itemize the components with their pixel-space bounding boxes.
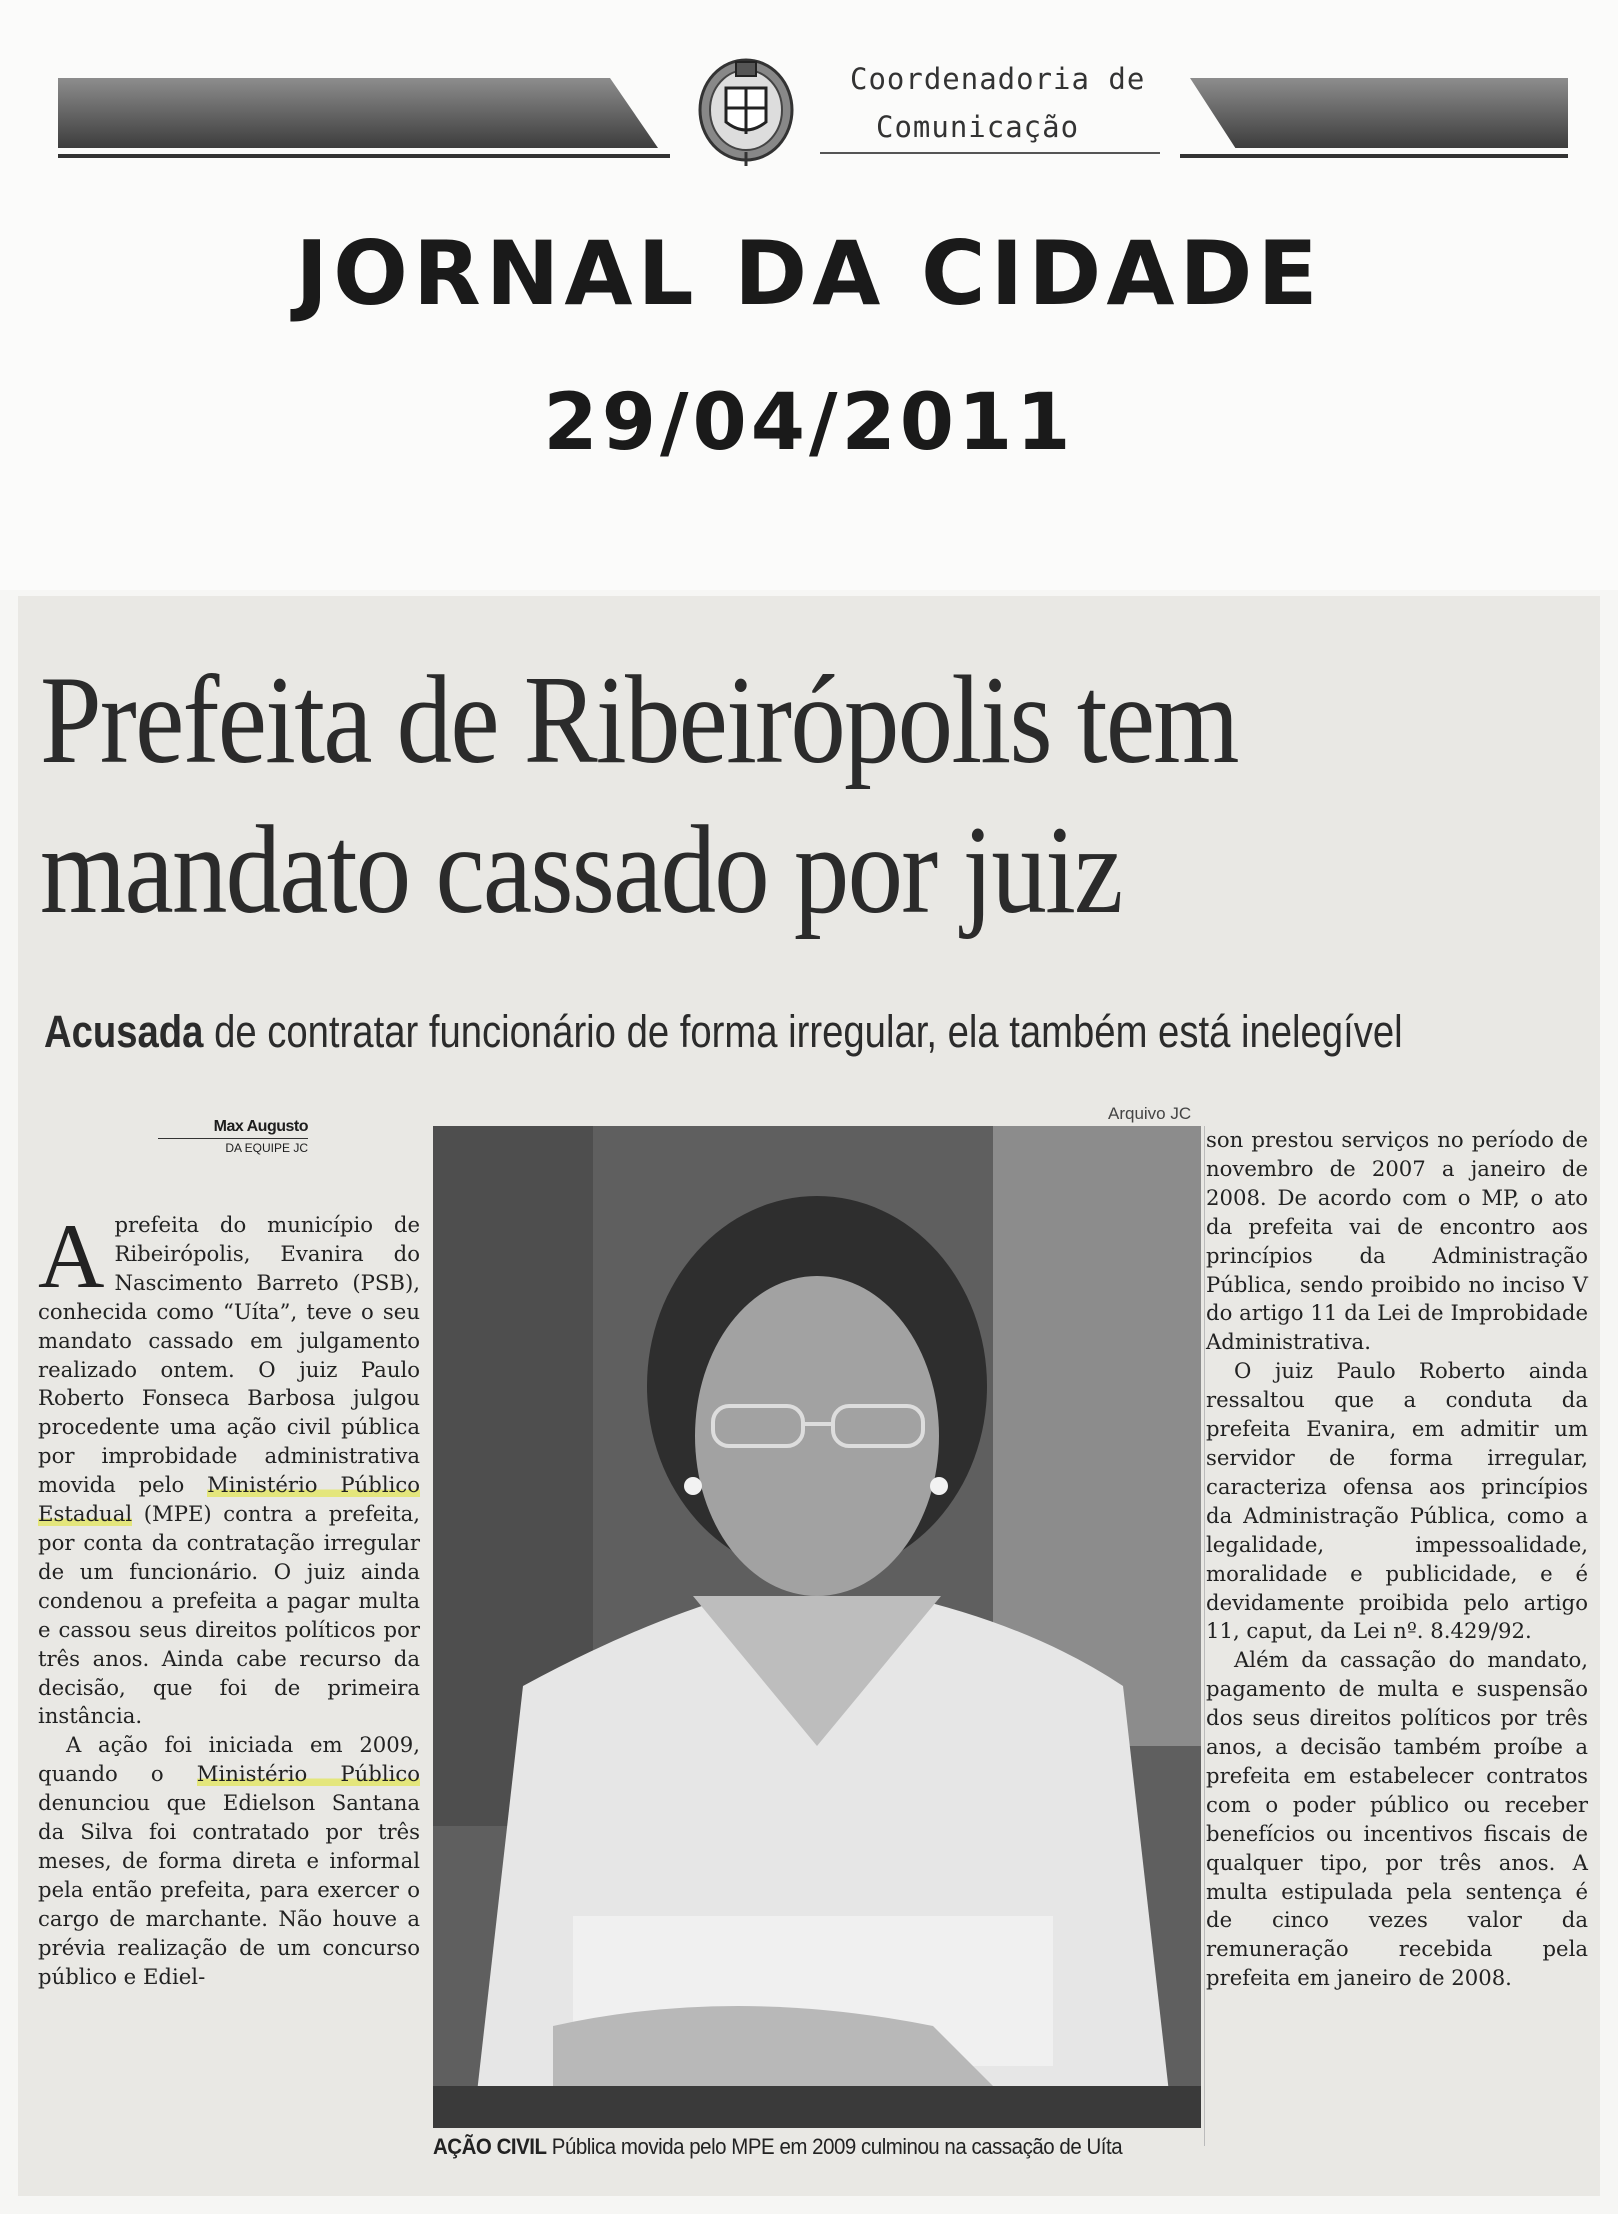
photo-credit: Arquivo JC bbox=[1108, 1104, 1192, 1123]
paragraph-1-text-a: prefeita do município de Ribeirópolis, Evanira do Nascimento Barreto (PSB), conhecida como “Uíta”, teve o seu mandato cassado em julgamento realizado ontem. O juiz Paulo Roberto Fonseca Barbosa julgou procedente uma ação civil pública por improbidade administrativa movida pelo bbox=[38, 1212, 420, 1498]
headline-line-2: mandato cassado por juiz bbox=[40, 801, 1122, 940]
byline-author: Max Augusto bbox=[213, 1118, 308, 1135]
article-column-left bbox=[38, 1205, 421, 1991]
headline-line-1: Prefeita de Ribeirópolis tem bbox=[40, 651, 1238, 790]
paragraph-2 bbox=[38, 1731, 420, 1991]
column-divider bbox=[1204, 1126, 1205, 2146]
photo-caption bbox=[433, 2134, 1158, 2160]
newspaper-clipping bbox=[18, 596, 1600, 2196]
article-photo bbox=[433, 1126, 1201, 2128]
article-subheadline bbox=[44, 1006, 1540, 1058]
subheadline-lead: Acusada bbox=[44, 1006, 204, 1057]
paragraph-2-text-b: denunciou que Edielson Santana da Silva foi contratado por três meses, de forma direta e informal pela então prefeita, para exercer o cargo de marchante. Não houve a prévia realização de um concurso público e Ediel- bbox=[38, 1790, 420, 1989]
paragraph-1 bbox=[38, 1205, 420, 1731]
header-rule-right bbox=[1180, 154, 1568, 158]
article-column-right bbox=[1206, 1126, 1588, 1993]
woman-portrait-photo bbox=[433, 1126, 1201, 2128]
highlighted-text: Ministério Público bbox=[196, 1761, 421, 1787]
paragraph-3: son prestou serviços no período de novembro de 2007 a janeiro de 2008. De acordo com o MP, o ato da prefeita vai de encontro aos princípios da Administração Pública, sendo proibido no inciso V do artigo 11 da Lei de Improbidade Administrativa. bbox=[1206, 1127, 1588, 1355]
drop-cap: A bbox=[38, 1205, 105, 1307]
coat-of-arms-seal-icon bbox=[690, 50, 802, 168]
header-stripe-left bbox=[58, 78, 658, 148]
paragraph-4: O juiz Paulo Roberto ainda ressaltou que a conduta da prefeita Evanira, em admitir um servidor de forma irregular, caracteriza ofensa aos princípios da Administração Pública, como a legalidade, impessoalidade, moralidade e publicidade, e é devidamente proibida pelo artigo 11, caput, da Lei nº. 8.429/92. bbox=[1206, 1358, 1588, 1644]
subheadline-text: de contratar funcionário de forma irregular, ela também está inelegível bbox=[203, 1006, 1403, 1057]
newspaper-name: JORNAL DA CIDADE bbox=[295, 222, 1323, 325]
byline bbox=[158, 1118, 308, 1155]
header-rule-left bbox=[58, 154, 670, 158]
caption-lead: AÇÃO CIVIL bbox=[433, 2134, 547, 2159]
caption-text: Pública movida pelo MPE em 2009 culminou na cassação de Uíta bbox=[546, 2134, 1123, 2159]
header-stripe-right bbox=[1190, 78, 1568, 148]
publication-date: 29/04/2011 bbox=[543, 378, 1075, 468]
header-band bbox=[0, 0, 1618, 590]
coordenadoria-label bbox=[820, 52, 1160, 154]
org-line-2: Comunicação bbox=[876, 110, 1080, 144]
paragraph-5: Além da cassação do mandato, pagamento de multa e suspensão dos seus direitos políticos por três anos, a decisão também proíbe a prefeita em estabelecer contratos com o poder público ou receber benefícios ou incentivos fiscais de qualquer tipo, por três anos. A multa estipulada pela sentença é de cinco vezes valor da remuneração recebida pela prefeita em janeiro de 2008. bbox=[1206, 1647, 1588, 1991]
article-headline bbox=[40, 646, 1413, 946]
paragraph-2-text-a: A ação foi iniciada em 2009, quando o bbox=[38, 1732, 420, 1787]
org-line-1: Coordenadoria de bbox=[850, 62, 1146, 96]
highlighted-text: Ministério Público Estadual bbox=[38, 1472, 420, 1527]
byline-team: DA EQUIPE JC bbox=[158, 1138, 308, 1155]
paragraph-1-text-b: (MPE) contra a prefeita, por conta da contratação irregular de um funcionário. O juiz ainda condenou a prefeita a pagar multa e cassou seus direitos políticos por três anos. Ainda cabe recurso da decisão, que foi de primeira instância. bbox=[38, 1501, 420, 1729]
